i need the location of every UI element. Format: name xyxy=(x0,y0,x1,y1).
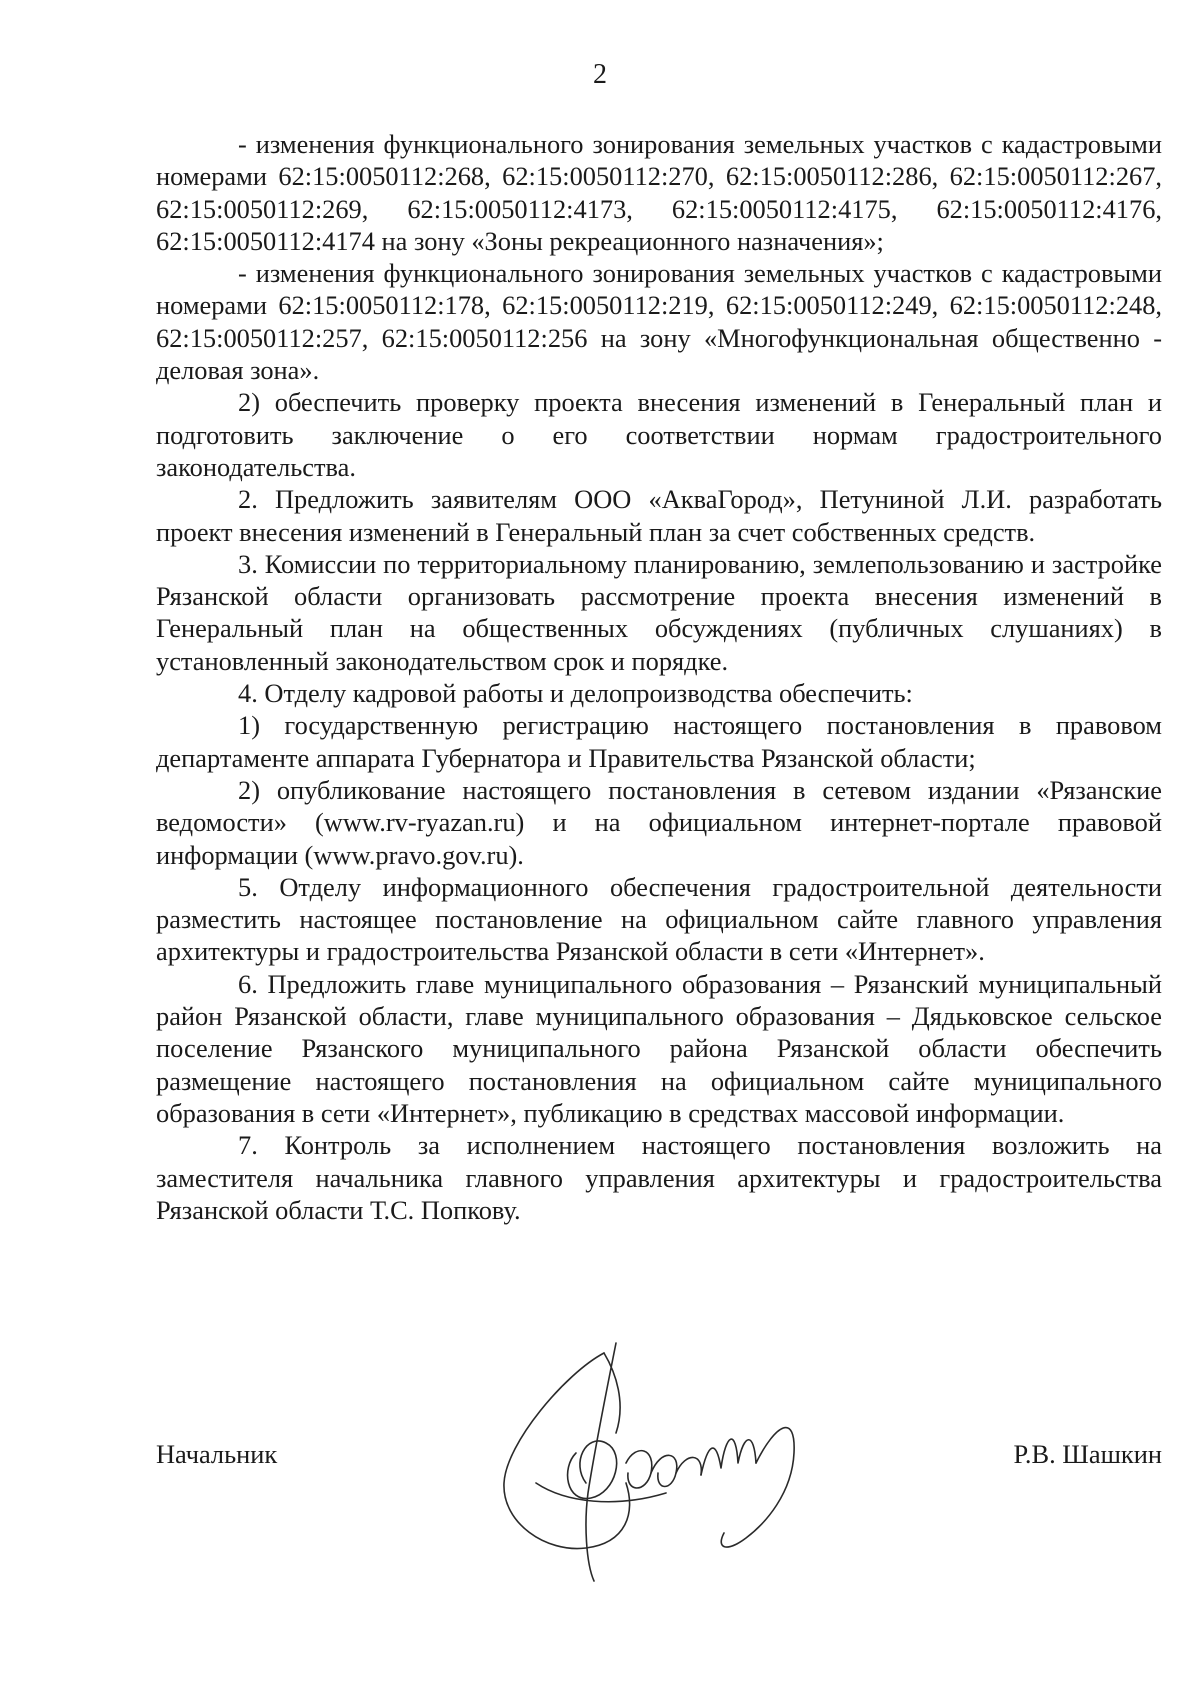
signer-name: Р.В. Шашкин xyxy=(1013,1439,1162,1469)
paragraph-zoning-business: - изменения функционального зонирования земельных участков с кадастровыми номерами 62:15:0050112:178, 62:15:0050112:219, 62:15:0050112:249, 62:15:0050112:248, 62:15:0050112:257, 62:15:0050112:256 на зону «Многофункциональная общественно - деловая зона». xyxy=(156,258,1162,386)
paragraph-item-4: 4. Отделу кадровой работы и делопроизводства обеспечить: xyxy=(238,678,913,709)
signature-block xyxy=(156,1428,1162,1548)
paragraph-item-4-2: 2) опубликование настоящего постановления в сетевом издании «Рязанские ведомости» (www.rv-ryazan.ru) и на официальном интернет-портале правовой информации (www.pravo.gov.ru). xyxy=(156,774,1162,870)
paragraph-project-check: 2) обеспечить проверку проекта внесения изменений в Генеральный план и подготовить заключение о его соответствии нормам градостроительного законодательства. xyxy=(156,387,1162,482)
handwritten-signature xyxy=(476,1333,806,1583)
signer-title: Начальник xyxy=(156,1439,278,1469)
document-body xyxy=(156,128,1162,1226)
paragraph-item-5: 5. Отделу информационного обеспечения градостроительной деятельности разместить настоящее постановление на официальном сайте главного управления архитектуры и градостроительства Рязанской области в сети «Интернет». xyxy=(156,871,1162,967)
paragraph-item-7: 7. Контроль за исполнением настоящего постановления возложить на заместителя начальника главного управления архитектуры и градостроительства Рязанской области Т.С. Попкову. xyxy=(156,1130,1162,1225)
paragraph-item-6: 6. Предложить главе муниципального образования – Рязанский муниципальный район Рязанской области, главе муниципального образования – Дядьковское сельское поселение Рязанского муниципального района Рязанской области обеспечить размещение настоящего постановления на официальном сайте муниципального образования в сети «Интернет», публикацию в средствах массовой информации. xyxy=(156,968,1162,1128)
paragraph-item-4-1: 1) государственную регистрацию настоящего постановления в правовом департаменте аппарата Губернатора и Правительства Рязанской области; xyxy=(156,710,1162,773)
paragraph-zoning-recreation: - изменения функционального зонирования земельных участков с кадастровыми номерами 62:15:0050112:268, 62:15:0050112:270, 62:15:0050112:286, 62:15:0050112:267, 62:15:0050112:269, 62:15:0050112:4173, 62:15:0050112:4175, 62:15:0050112:4176, 62:15:0050112:4174 на зону «Зоны рекреационного назначения»; xyxy=(156,129,1162,256)
paragraph-item-2: 2. Предложить заявителям ООО «АкваГород», Петуниной Л.И. разработать проект внесения изменений в Генеральный план за счет собственных средств. xyxy=(156,484,1162,547)
paragraph-item-3: 3. Комиссии по территориальному планированию, землепользованию и застройке Рязанской области организовать рассмотрение проекта внесения изменений в Генеральный план на общественных обсуждениях (публичных слушаниях) в установленный законодательством срок и порядке. xyxy=(156,548,1162,676)
page-number: 2 xyxy=(593,59,607,90)
